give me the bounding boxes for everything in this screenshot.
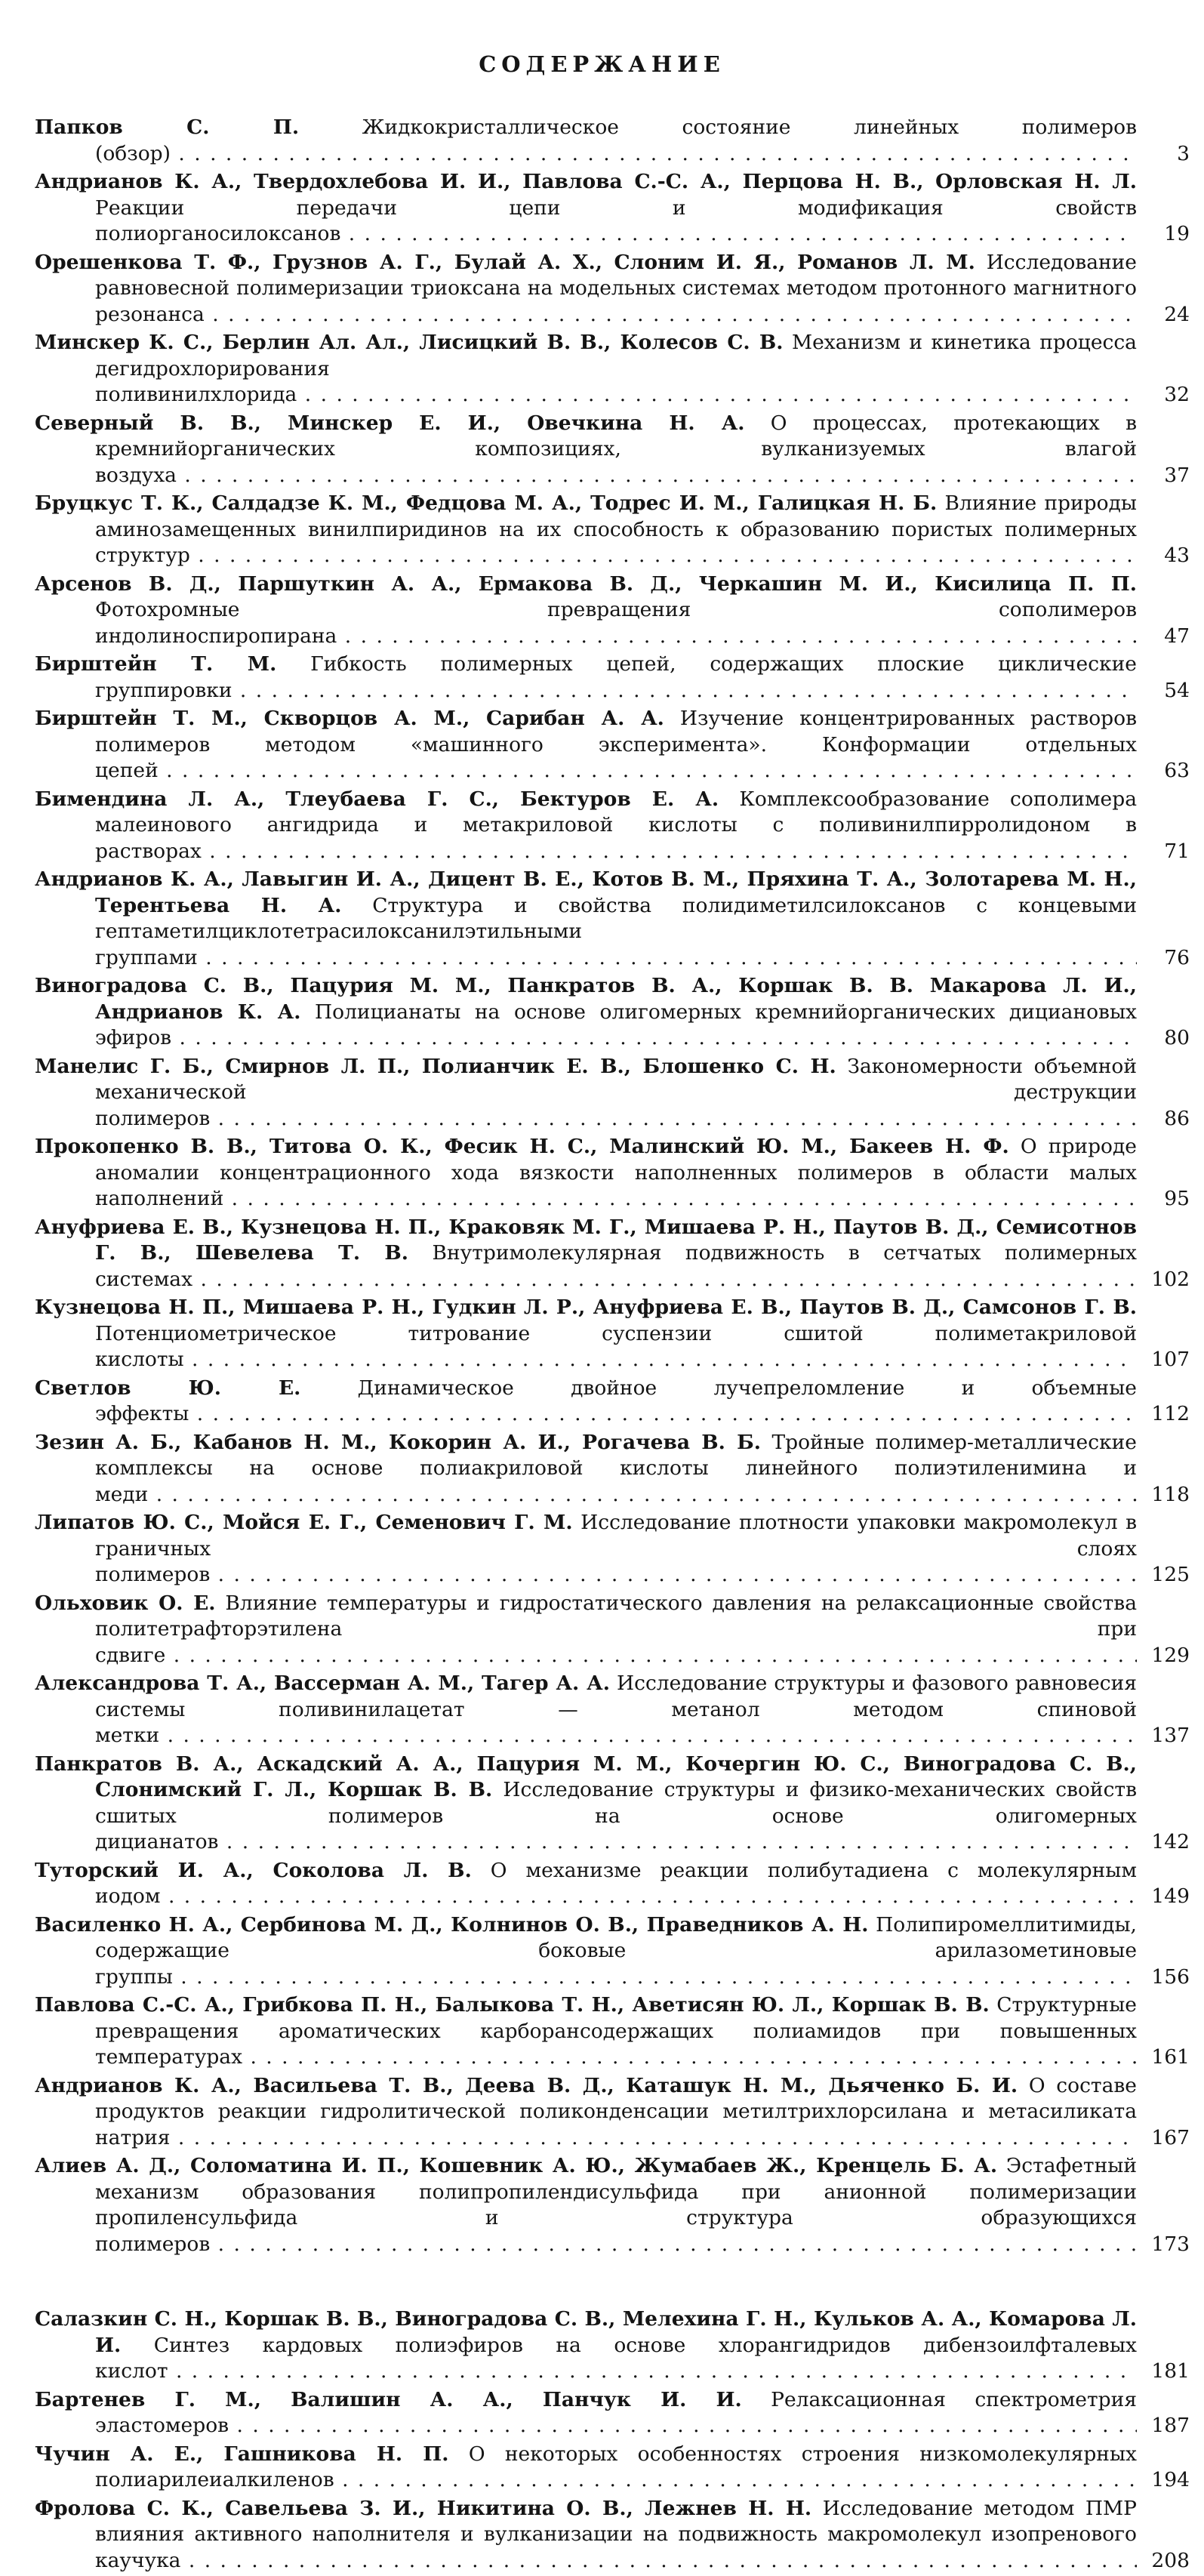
toc-entry-page-number: 208 [1151,2548,1190,2572]
toc-entry-authors: Папков С. П. [35,116,300,139]
toc-entry-authors: Чучин А. Е., Гашникова Н. П. [35,2442,449,2466]
toc-entry-page-number: 118 [1151,1482,1190,1506]
toc-entry-body [35,1752,1137,1856]
toc-entry-page-number: 112 [1151,1402,1190,1425]
toc-entry [35,330,1190,408]
toc-entry-title: Внутримолекулярная подвижность в сетчатых полимерных системах . . . [95,1241,1137,1291]
toc-entry-page-number: 137 [1151,1724,1190,1747]
toc-entry [35,1376,1190,1428]
toc-entry-authors: Александрова Т. А., Вассерман А. М., Тагер А. А. [35,1672,610,1695]
toc-entry-body [35,867,1137,971]
toc-entry-page-number: 86 [1164,1106,1190,1130]
toc-entry-authors: Василенко Н. А., Сербинова М. Д., Колнинов О. В., Праведников А. Н. [35,1912,869,1937]
toc-entry [35,2387,1190,2439]
toc-entry-title: Структура и свойства полидиметилсилоксанов с концевыми гептаметилциклотетрасилоксанилэтильными группами . . . [95,894,1137,969]
toc-entry-body [35,1858,1137,1910]
toc-entry [35,2153,1190,2257]
toc-entry-body [35,1430,1137,1508]
toc-entry [35,1134,1190,1213]
toc-entry-body [35,2306,1137,2385]
toc-entry [35,652,1190,704]
page-title: СОДЕРЖАНИЕ [479,51,725,77]
toc-entry-authors: Павлова С.-С. А., Грибкова П. Н., Балыкова Т. Н., Аветисян Ю. Л., Коршак В. В. [35,1993,990,2017]
toc-entry [35,1430,1190,1508]
toc-entry-body [35,1510,1137,1588]
toc-entry [35,1510,1190,1588]
toc-entry [35,1858,1190,1910]
toc-entry-title: Релаксационная спектрометрия эластомеров . . . [95,2388,1137,2438]
toc-entry-page-number: 149 [1151,1884,1190,1908]
toc-entry [35,1215,1190,1293]
toc-entry-authors: Бимендина Л. А., Тлеубаева Г. С., Бектуров Е. А. [35,787,719,811]
toc-entry-title: Эстафетный механизм образования полипропилендисульфида при анионной полимеризации пропиленсульфида и структура образующихся полимеров . . . [95,2154,1137,2256]
toc-entry-page-number: 129 [1151,1643,1190,1667]
toc-entry-authors: Андрианов К. А., Васильева Т. В., Деева В. Д., Каташук Н. М., Дьяченко Б. И. [35,2073,1018,2097]
toc-entry [35,2073,1190,2152]
toc-entry [35,973,1190,1052]
toc-entry-page-number: 3 [1177,141,1190,165]
toc-entry-body [35,2496,1137,2574]
toc-entry-authors: Манелис Г. Б., Смирнов Л. П., Полианчик Е. В., Блошенко С. Н. [35,1054,836,1078]
toc-entry-authors: Ануфриева Е. В., Кузнецова Н. П., Краковяк М. Г., Мишаева Р. Н., Паутов В. Д., Семисотнов Г. В., Шевелева Т. В. [35,1215,1137,1265]
toc-entry-page-number: 71 [1164,839,1190,863]
toc-entry-title: Исследование структуры и физико-механических свойств сшитых полимеров на основе олигомерных дицианатов . . . [95,1778,1137,1853]
toc-entry [35,250,1190,328]
toc-entry [35,572,1190,650]
toc-entry [35,169,1190,248]
toc-entry-authors: Минскер К. С., Берлин Ал. Ал., Лисицкий В. В., Колесов С. В. [35,331,784,354]
toc-entry [35,1295,1190,1373]
toc-entry-authors: Салазкин С. Н., Коршак В. В., Виноградова С. В., Мелехина Г. Н., Кульков А. А., Комарова Л. И. [35,2307,1137,2357]
toc-entry-body [35,706,1137,784]
toc-entry [35,706,1190,784]
toc-entry [35,1992,1190,2071]
toc-entry-authors: Северный В. В., Минскер Е. И., Овечкина Н. А. [35,411,745,435]
toc-entry-page-number: 125 [1151,1563,1190,1586]
toc-entry-page-number: 24 [1164,302,1190,326]
toc-entry-body [35,250,1137,328]
toc-entry-title: Синтез кардовых полиэфиров на основе хлорангидридов дибензоилфталевых кислот . . . [95,2334,1137,2383]
toc-entry-page-number: 43 [1164,544,1190,567]
toc-entry-authors: Панкратов В. А., Аскадский А. А., Пацурия М. М., Кочергин Ю. С., Виноградова С. В., Слонимский Г. Л., Коршак В. В. [35,1752,1137,1801]
toc-entry-title: Исследование равновесной полимеризации триоксана на модельных системах методом протонного магнитного резонанса . . . [95,251,1137,326]
toc-entry-title: Тройные полимер-металлические комплексы на основе полиакриловой кислоты линейного полиэтиленимина и меди . . . [95,1431,1137,1506]
toc-entry-title: Реакции передачи цепи и модификация свойств полиорганосилоксанов . . . [95,196,1137,246]
toc-entry-authors: Орешенкова Т. Ф., Грузнов А. Г., Булай А. Х., Слоним И. Я., Романов Л. М. [35,250,975,274]
toc-entry-title: Закономерности объемной механической деструкции полимеров . . . [95,1055,1137,1130]
toc-entry-authors: Алиев А. Д., Соломатина И. П., Кошевник А. Ю., Жумабаев Ж., Кренцель Б. А. [35,2154,998,2177]
toc-entry-authors: Туторский И. А., Соколова Л. В. [35,1858,472,1882]
toc-entry-page-number: 19 [1164,222,1190,245]
toc-entry [35,491,1190,569]
toc-entry-page-number: 37 [1164,463,1190,487]
toc-entry-page-number: 167 [1151,2125,1190,2149]
toc-entry-page-number: 187 [1151,2414,1190,2437]
toc-entry [35,2306,1190,2385]
toc-entry-page-number: 32 [1164,383,1190,406]
toc-entry-body [35,491,1137,569]
toc-entry-authors: Бруцкус Т. К., Салдадзе К. М., Федцова М. А., Тодрес И. М., Галицкая Н. Б. [35,491,938,515]
toc-entry-body [35,787,1137,865]
toc-entry-body [35,1134,1137,1213]
toc-entry-body [35,1054,1137,1132]
toc-entry-body [35,1992,1137,2071]
toc-entry-authors: Прокопенко В. В., Титова О. К., Фесик Н. С., Малинский Ю. М., Бакеев Н. Ф. [35,1135,1009,1158]
toc-entry-page-number: 142 [1151,1830,1190,1853]
toc-entry-authors: Виноградова С. В., Пацурия М. М., Панкратов В. А., Коршак В. В. Макарова Л. И., Андрианов К. А. [35,974,1137,1024]
toc-entry-authors: Бирштейн Т. М. [35,652,277,676]
toc-entry-page-number: 107 [1151,1348,1190,1371]
toc-entry-page-number: 76 [1164,945,1190,969]
toc-entry-title: Исследование структуры и фазового равновесия системы поливинилацетат — метанол методом спиновой метки . . . [95,1672,1137,1747]
toc-entry-body [35,1912,1137,1991]
section-gap [35,2260,1190,2306]
toc-entry-authors: Бирштейн Т. М., Скворцов А. М., Сарибан А. А. [35,707,664,730]
toc-entry-title: О составе продуктов реакции гидролитической поликонденсации метилтрихлорсилана и метасиликата натрия . . . [95,2074,1137,2149]
toc-entry-authors: Андрианов К. А., Твердохлебова И. И., Павлова С.-С. А., Перцова Н. В., Орловская Н. Л. [35,170,1137,193]
toc-entry-page-number: 173 [1151,2232,1190,2256]
toc-entry-page-number: 80 [1164,1026,1190,1049]
toc-entry-page-number: 63 [1164,759,1190,782]
toc-entry-authors: Кузнецова Н. П., Мишаева Р. Н., Гудкин Л. Р., Ануфриева Е. В., Паутов В. Д., Самсонов Г. В. [35,1296,1137,1319]
toc-entry-page-number: 181 [1151,2359,1190,2383]
toc-entry-body [35,115,1137,167]
toc-entry [35,1912,1190,1991]
toc-entry-body [35,2442,1137,2494]
toc-entry-authors: Зезин А. Б., Кабанов Н. М., Кокорин А. И., Рогачева В. Б. [35,1430,762,1454]
toc-entry-title: Изучение концентрированных растворов полимеров методом «машинного эксперимента». Конформации отдельных цепей . . . [95,707,1137,782]
toc-entry-title: О природе аномалии концентрационного хода вязкости наполненных полимеров в области малых наполнений . . . [95,1135,1137,1210]
toc-entry-body [35,1295,1137,1373]
toc-entry-title: Исследование методом ПМР влияния активного наполнителя и вулканизации на подвижность макромолекул изопренового каучука . . . [95,2497,1137,2572]
toc-entry-authors: Фролова С. К., Савельева З. И., Никитина О. В., Лежнев Н. Н. [35,2496,812,2520]
toc-entry-page-number: 194 [1151,2468,1190,2491]
toc-entry-page-number: 102 [1151,1267,1190,1291]
toc-entry [35,2442,1190,2494]
toc-entry-page-number: 161 [1151,2045,1190,2069]
toc-entry-title: Жидкокристаллическое состояние линейных полимеров (обзор) . . . [95,116,1137,165]
toc-entry [35,867,1190,971]
toc-entry [35,1591,1190,1669]
toc-entry-authors: Андрианов К. А., Лавыгин И. А., Дицент В. Е., Котов В. М., Пряхина Т. А., Золотарева М. Н., Терентьева Н. А. [35,867,1137,917]
toc-entry-title: Влияние температуры и гидростатического давления на релаксационные свойства политетрафторэтилена при сдвиге . . . [95,1592,1137,1667]
toc-entry-page-number: 47 [1164,624,1190,648]
toc-entry [35,115,1190,167]
toc-entry-title: Динамическое двойное лучепреломление и объемные эффекты . . . [95,1376,1137,1426]
toc-entry-title: Фотохромные превращения сополимеров индолиноспиропирана . . . [95,598,1137,648]
toc-entry-title: Влияние природы аминозамещенных винилпиридинов на их способность к образованию пористых полимерных структур . . . [95,491,1137,567]
toc-entry-title: Механизм и кинетика процесса дегидрохлорирования поливинилхлорида . . . [95,331,1137,406]
toc-entry-body [35,652,1137,704]
toc-entry-page-number: 156 [1151,1964,1190,1989]
toc-entry-authors: Арсенов В. Д., Паршуткин А. А., Ермакова В. Д., Черкашин М. И., Кисилица П. П. [35,572,1137,596]
toc-entry-title: Структурные превращения ароматических карборансодержащих полиамидов при повышенных температурах . . . [95,1993,1137,2069]
toc-entry-body [35,169,1137,248]
toc-entry-body [35,1376,1137,1428]
toc-entry-body [35,330,1137,408]
toc-entry-body [35,1591,1137,1669]
toc-entry [35,1671,1190,1749]
toc-entry [35,787,1190,865]
toc-entry-title: О механизме реакции полибутадиена с молекулярным иодом . . . [95,1859,1137,1909]
toc-entry-page-number: 95 [1164,1187,1190,1210]
toc-entry-body [35,1215,1137,1293]
toc-entry-title: О процессах, протекающих в кремнийорганических композициях, вулканизуемых влагой воздуха . . . [95,411,1137,487]
toc-entry [35,1752,1190,1856]
toc-entry [35,1054,1190,1132]
toc-entry-body [35,1671,1137,1749]
toc-entry-body [35,2387,1137,2439]
toc-list [35,115,1190,2576]
toc-entry-title: Гибкость полимерных цепей, содержащих плоские циклические группировки . . . [95,652,1137,702]
toc-entry-title: Комплексообразование сополимера малеинового ангидрида и метакриловой кислоты с поливинилпирролидоном в растворах . . . [95,787,1137,863]
toc-entry-title: Полицианаты на основе олигомерных кремнийорганических дициановых эфиров . . . [95,1000,1137,1050]
toc-entry [35,2496,1190,2574]
toc-entry-page-number: 54 [1164,678,1190,702]
toc-entry-authors: Бартенев Г. М., Валишин А. А., Панчук И. И. [35,2387,742,2411]
toc-entry-title: Полипиромеллитимиды, содержащие боковые арилазометиновые группы . . . [95,1913,1137,1989]
toc-entry-body [35,572,1137,650]
toc-entry-body [35,2073,1137,2152]
toc-entry-body [35,2153,1137,2257]
toc-entry [35,411,1190,489]
toc-entry-title: Потенциометрическое титрование суспензии сшитой полиметакриловой кислоты . . . [95,1322,1137,1372]
toc-entry-authors: Ольховик О. Е. [35,1591,216,1615]
toc-entry-body [35,411,1137,489]
toc-entry-title: Исследование плотности упаковки макромолекул в граничных слоях полимеров . . . [95,1511,1137,1586]
toc-entry-authors: Липатов Ю. С., Мойся Е. Г., Семенович Г. М. [35,1511,573,1534]
toc-entry-title: О некоторых особенностях строения низкомолекулярных полиарилеиалкиленов . . . [95,2442,1137,2492]
toc-entry-authors: Светлов Ю. Е. [35,1376,301,1400]
toc-entry-body [35,973,1137,1052]
